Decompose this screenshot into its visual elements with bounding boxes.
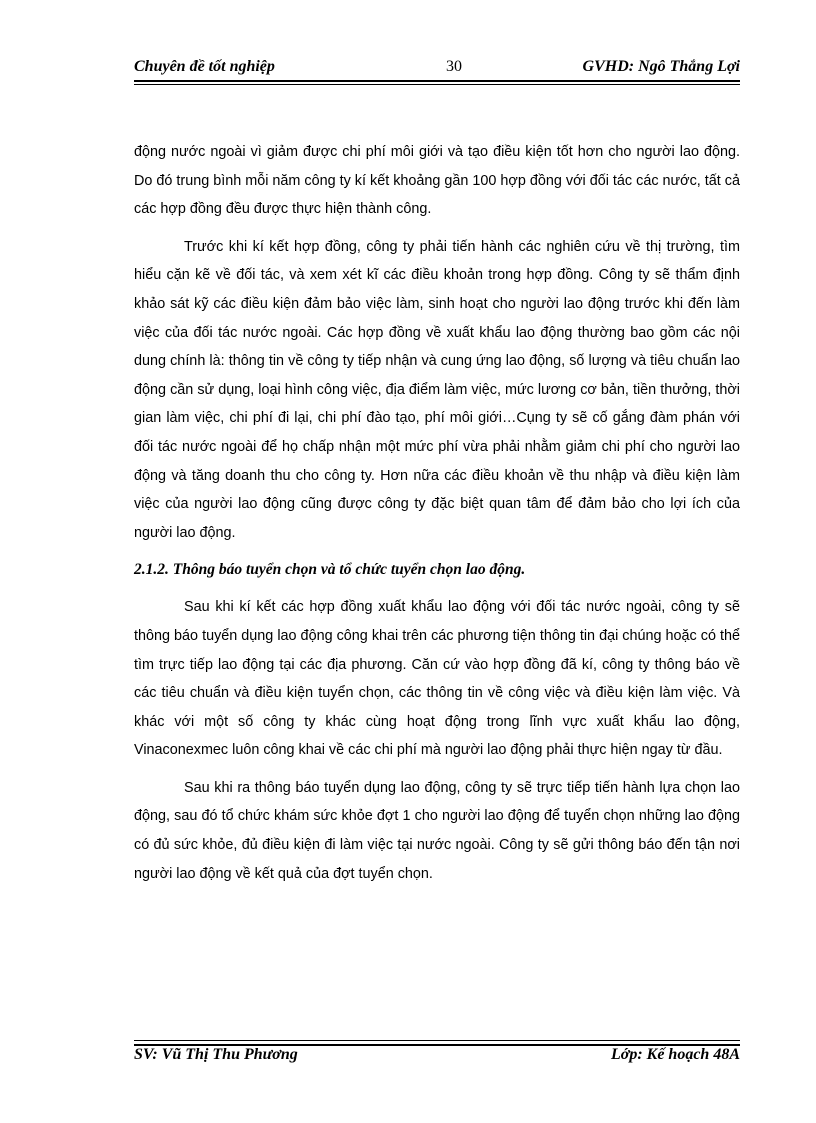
header-rule-thin [134,84,740,85]
footer-rule-thin [134,1040,740,1041]
paragraph: Sau khi ra thông báo tuyển dụng lao động, công ty sẽ trực tiếp tiến hành lựa chọn lao động, sau đó tổ chức khám sức khỏe đợt 1 cho người lao động để tuyển chọn những lao động có đủ sức khỏe, đủ điều kiện đi làm việc tại nước ngoài. Công ty sẽ gửi thông báo đến tận nơi người lao động về kết quả của đợt tuyển chọn. [134,779,740,882]
page-footer [134,1046,740,1070]
paragraph: động nước ngoài vì giảm được chi phí môi giới và tạo điều kiện tốt hơn cho người lao động. Do đó trung bình mỗi năm công ty kí kết khoảng gần 100 hợp đồng với đối tác các nước, tất cả các hợp đồng đều được thực hiện thành công. [134,144,740,218]
header-title: Chuyên đề tốt nghiệp [134,58,275,75]
section-heading: 2.1.2. Thông báo tuyển chọn và tổ chức tuyển chọn lao động. [134,561,526,579]
header-rule [134,80,740,82]
header-advisor: GVHD: Ngô Thắng Lợi [582,58,740,75]
footer-class: Lớp: Kế hoạch 48A [610,1046,740,1063]
footer-student: SV: Vũ Thị Thu Phương [134,1046,298,1063]
paragraph: Sau khi kí kết các hợp đồng xuất khẩu lao động với đối tác nước ngoài, công ty sẽ thông báo tuyển dụng lao động công khai trên các phương tiện thông tin đại chúng hoặc có thể tìm trực tiếp lao động tại các địa phương. Căn cứ vào hợp đồng đã kí, công ty thông báo về các tiêu chuẩn và điều kiện tuyển chọn, các thông tin về công việc và điều kiện làm việc. Và khác với một số công ty khác cùng hoạt động trong lĩnh vực xuất khẩu lao động, Vinaconexmec luôn công khai về các chi phí mà người lao động phải thực hiện ngay từ đầu. [134,599,740,759]
page-number: 30 [446,58,462,75]
document-body [134,138,740,897]
page-header [134,58,740,82]
paragraph: Trước khi kí kết hợp đồng, công ty phải tiến hành các nghiên cứu về thị trường, tìm hiểu cặn kẽ về đối tác, và xem xét kĩ các điều khoản trong hợp đồng. Công ty sẽ thẩm định khảo sát kỹ các điều kiện đảm bảo việc làm, sinh hoạt cho người lao động trước khi đến làm việc của đối tác nước ngoài. Các hợp đồng về xuất khẩu lao động thường bao gồm các nội dung chính là: thông tin về công ty tiếp nhận và cung ứng lao động, số lượng và tiêu chuẩn lao động cần sử dụng, loại hình công việc, địa điểm làm việc, mức lương cơ bản, tiền thưởng, thời gian làm việc, chi phí đi lại, chi phí đào tạo, phí môi giới…Cụng ty sẽ cố gắng đàm phán với đối tác nước ngoài để họ chấp nhận một mức phí vừa phải nhằm giảm chi phí cho người lao động và tăng doanh thu cho công ty. Hơn nữa các điều khoản về thu nhập và điều kiện làm việc của người lao động cũng được công ty đặc biệt quan tâm để đảm bảo cho lợi ích của người lao động. [134,238,740,541]
